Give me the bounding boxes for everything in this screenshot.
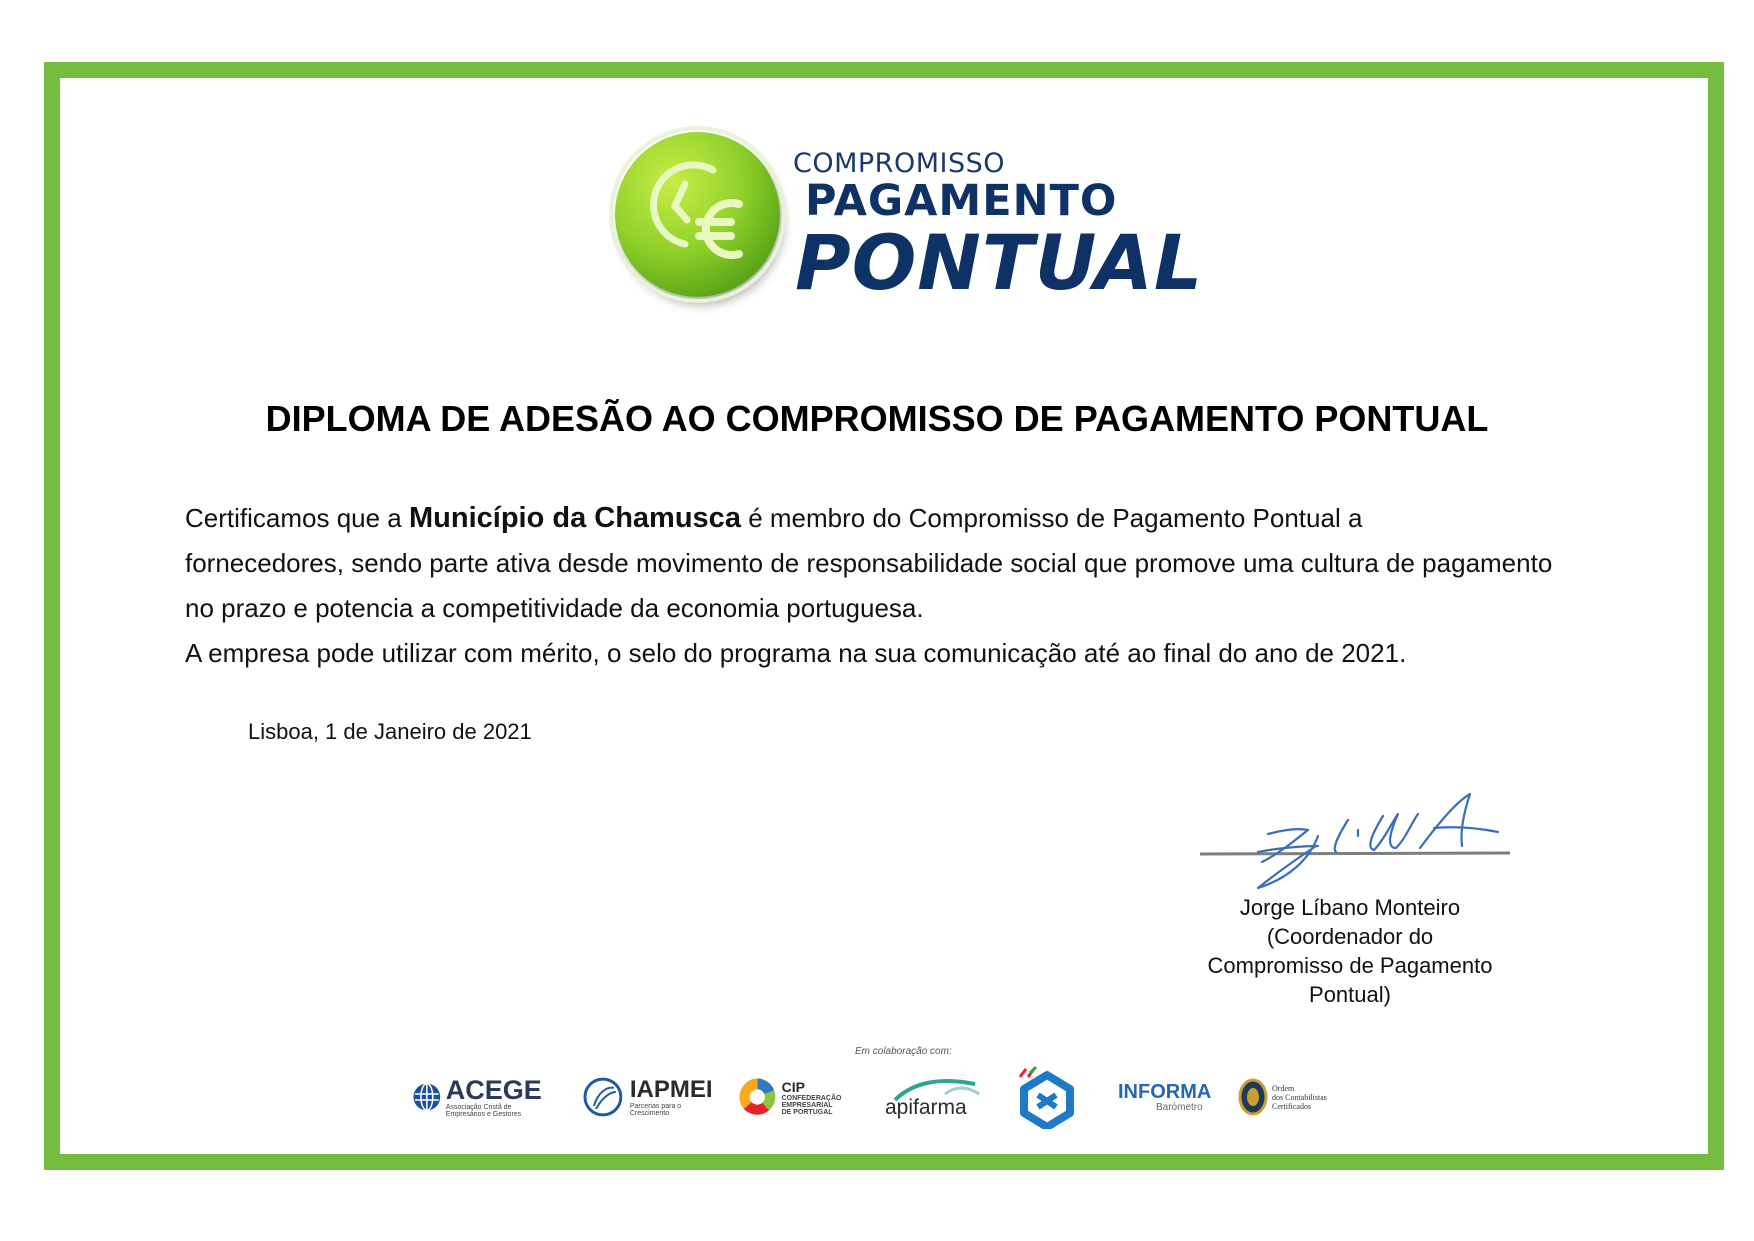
partner-logos — [0, 1062, 1754, 1132]
apifarma-name: apifarma — [885, 1096, 967, 1119]
signer-block — [1190, 893, 1510, 1009]
cip-name: CIP — [781, 1078, 805, 1095]
body-line-2: fornecedores, sendo parte ativa desde movimento de responsabilidade social que promove uma cultura de pagamento — [185, 548, 1553, 578]
cip-emblem-icon — [737, 1073, 778, 1121]
member-text: é membro do Compromisso de Pagamento Pontual a — [748, 503, 1363, 533]
collaboration-label: Em colaboração com: — [855, 1046, 952, 1057]
entity-name: Município da Chamusca — [409, 502, 741, 534]
cip-logo — [737, 1062, 877, 1132]
clock-icon — [653, 165, 713, 244]
intro-text: Certificamos que a — [185, 503, 402, 533]
signer-name: Jorge Líbano Monteiro — [1239, 895, 1461, 920]
signer-role-line-2: Compromisso de Pagamento — [1207, 953, 1493, 978]
place-date: Lisboa, 1 de Janeiro de 2021 — [248, 719, 532, 744]
logo-line-pontual: PONTUAL — [795, 218, 1204, 307]
informa-tagline: Barómetro — [1156, 1101, 1203, 1113]
logo-line-compromisso: COMPROMISSO — [793, 148, 1005, 179]
apifarma-logo — [885, 1062, 995, 1132]
diploma-body — [185, 496, 1685, 676]
cgd-logo — [1012, 1062, 1082, 1132]
iapmei-tagline: Parcerias para o Crescimento — [629, 1103, 682, 1117]
iapmei-logo — [582, 1062, 722, 1132]
diploma-title: DIPLOMA DE ADESÃO AO COMPROMISSO DE PAGAMENTO PONTUAL — [265, 398, 1489, 439]
iapmei-emblem-icon — [582, 1076, 624, 1118]
body-line-1 — [185, 496, 1685, 541]
iapmei-name: IAPMEI — [629, 1076, 713, 1103]
cip-tagline-1: CONFEDERAÇÃO EMPRESARIAL — [781, 1094, 842, 1109]
compromisso-logo — [615, 128, 1204, 308]
occ-line-2: dos Contabilistas — [1272, 1092, 1327, 1102]
occ-seal-icon — [1238, 1077, 1268, 1117]
acege-logo — [412, 1062, 552, 1132]
body-line-4: A empresa pode utilizar com mérito, o selo do programa na sua comunicação até ao final do ano de 2021. — [185, 638, 1407, 668]
cgd-emblem-icon — [1012, 1065, 1082, 1129]
logo-emblem — [615, 132, 780, 297]
signer-role-line-3: Pontual) — [1309, 982, 1391, 1007]
occ-line-3: Certificados — [1272, 1101, 1312, 1111]
signer-role-line-1: (Coordenador do — [1266, 924, 1434, 949]
handwritten-signature — [1198, 780, 1518, 900]
occ-line-1: Ordem — [1272, 1083, 1295, 1093]
acege-name: ACEGE — [445, 1075, 542, 1105]
globe-icon — [412, 1077, 442, 1117]
body-line-3: no prazo e potencia a competitividade da economia portuguesa. — [185, 593, 924, 623]
euro-icon — [699, 203, 739, 255]
informa-logo — [1118, 1062, 1218, 1132]
occ-logo — [1238, 1062, 1358, 1132]
informa-name: INFORMA — [1118, 1080, 1212, 1103]
cip-tagline-2: DE PORTUGAL — [781, 1108, 833, 1116]
logo-line-pagamento: PAGAMENTO — [805, 176, 1118, 226]
acege-tagline: Associação Cristã de Empresários e Gestores — [445, 1104, 522, 1118]
